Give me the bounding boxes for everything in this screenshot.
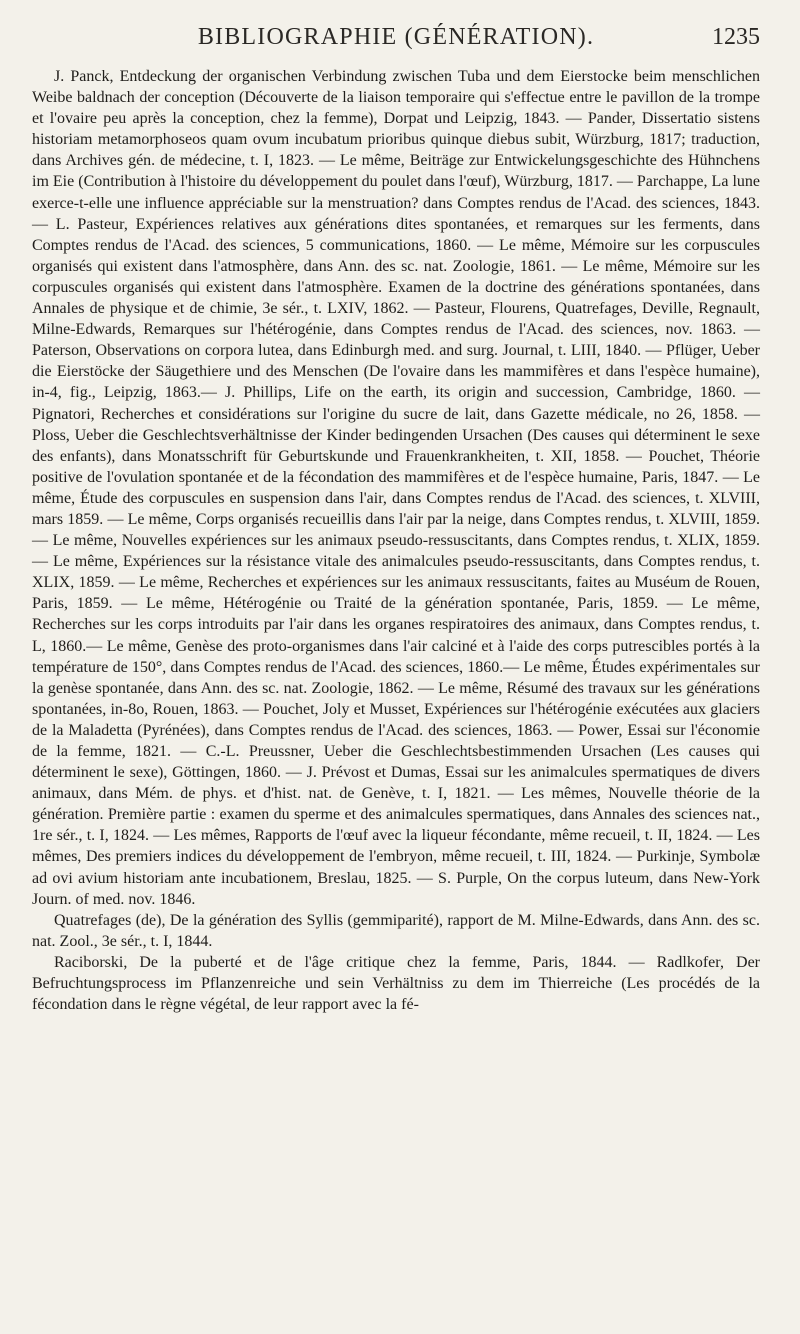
paragraph-quatrefages: Quatrefages (de), De la génération des Syllis (gemmiparité), rapport de M. Milne-Edwards, dans Ann. des sc. nat. Zool., 3e sér., t. I, 1844. — [32, 911, 760, 950]
paragraph-raciborski: Raciborski, De la puberté et de l'âge critique chez la femme, Paris, 1844. — Radlkofer, Der Befruchtungsprocess im Pflanzenreiche und sein Verhältniss zu dem im Thierreiche (Les procédés de la fécondation dans le règne végétal, de leur rapport avec la fé- — [32, 953, 760, 1014]
page-header — [32, 24, 760, 64]
bibliography-body — [32, 66, 760, 1015]
page-number: 1235 — [712, 24, 760, 50]
paragraph-p-entries: J. Panck, Entdeckung der organischen Verbindung zwischen Tuba und dem Eierstocke beim menschlichen Weibe baldnach der conception (Découverte de la liaison temporaire qui s'effectue entre le pavillon de la trompe et l'ovaire peu après la conception, chez la femme), Dorpat und Leipzig, 1843. — Pander, Dissertatio sistens historiam metamorphoseos quam ovum incubatum prioribus quinque diebus subit, Würzburg, 1817; traduction, dans Archives gén. de médecine, t. I, 1823. — Le même, Beiträge zur Entwickelungsgeschichte des Hühnchens im Eie (Contribution à l'histoire du développement du poulet dans l'œuf), Würzburg, 1817. — Parchappe, La lune exerce-t-elle une influence appréciable sur la menstruation? dans Comptes rendus de l'Acad. des sciences, 1843. — L. Pasteur, Expériences relatives aux générations dites spontanées, et remarques sur les ferments, dans Comptes rendus de l'Acad. des sciences, 5 communications, 1860. — Le même, Mémoire sur les corpuscules organisés qui existent dans l'atmosphère, dans Ann. des sc. nat. Zoologie, 1861. — Le même, Mémoire sur les corpuscules organisés qui existent dans l'atmosphère. Examen de la doctrine des générations spontanées, dans Annales de physique et de chimie, 3e sér., t. LXIV, 1862. — Pasteur, Flourens, Quatrefages, Deville, Regnault, Milne-Edwards, Remarques sur l'hétérogénie, dans Comptes rendus de l'Acad. des sciences, nov. 1863. — Paterson, Observations on corpora lutea, dans Edinburgh med. and surg. Journal, t. LIII, 1840. — Pflüger, Ueber die Eierstöcke der Säugethiere und des Menschen (De l'ovaire dans les mammifères et dans l'espèce humaine), in-4, fig., Leipzig, 1863.— J. Phillips, Life on the earth, its origin and succession, Cambridge, 1860. — Pignatori, Recherches et considérations sur l'origine du sucre de lait, dans Gazette médicale, no 26, 1858. — Ploss, Ueber die Geschlechtsverhältnisse der Kinder bedingenden Ursachen (Des causes qui déterminent le sexe des enfants), dans Monatsschrift für Geburtskunde und Frauenkrankheiten, t. XII, 1858. — Pouchet, Théorie positive de l'ovulation spontanée et de la fécondation des mammifères et de l'espèce humaine, Paris, 1847. — Le même, Étude des corpuscules en suspension dans l'air, dans Comptes rendus de l'Acad. des sciences, t. XLVIII, mars 1859. — Le même, Corps organisés recueillis dans l'air par la neige, dans Comptes rendus, t. XLVIII, 1859. — Le même, Nouvelles expériences sur les animaux pseudo-ressuscitants, dans Comptes rendus, t. XLIX, 1859. — Le même, Expériences sur la résistance vitale des animalcules pseudo-ressuscitants, dans Comptes rendus, t. XLIX, 1859. — Le même, Recherches et expériences sur les animaux ressuscitants, faites au Muséum de Rouen, Paris, 1859. — Le même, Hétérogénie ou Traité de la génération spontanée, Paris, 1859. — Le même, Recherches sur les corps introduits par l'air dans les organes respiratoires des animaux, dans Comptes rendus, t. L, 1860.— Le même, Genèse des proto-organismes dans l'air calciné et à l'aide des corps putrescibles portés à la température de 150°, dans Comptes rendus de l'Acad. des sciences, 1860.— Le même, Études expérimentales sur la genèse spontanée, dans Ann. des sc. nat. Zoologie, 1862. — Le même, Résumé des travaux sur les générations spontanées, in-8o, Rouen, 1863. — Pouchet, Joly et Musset, Expériences sur l'hétérogénie exécutées aux glaciers de la Maladetta (Pyrénées), dans Comptes rendus de l'Acad. des sciences, 1863. — Power, Essai sur l'économie de la femme, 1821. — C.-L. Preussner, Ueber die Geschlechtsbestimmenden Ursachen (Les causes qui déterminent le sexe), Göttingen, 1860. — J. Prévost et Dumas, Essai sur les animalcules spermatiques de divers animaux, dans Mém. de phys. et d'hist. nat. de Genève, t. I, 1821. — Les mêmes, Nouvelle théorie de la génération. Première partie : examen du sperme et des animalcules spermatiques, dans Annales des sciences nat., 1re sér., t. I, 1824. — Les mêmes, Rapports de l'œuf avec la liqueur fécondante, même recueil, t. II, 1824. — Les mêmes, Des premiers indices du développement de l'embryon, même recueil, t. III, 1824. — Purkinje, Symbolæ ad ovi avium historiam ante incubationem, Breslau, 1825. — S. Purple, On the corpus luteum, dans New-York Journ. of med. nov. 1846. — [32, 68, 760, 908]
running-title: BIBLIOGRAPHIE (GÉNÉRATION). — [197, 24, 595, 50]
